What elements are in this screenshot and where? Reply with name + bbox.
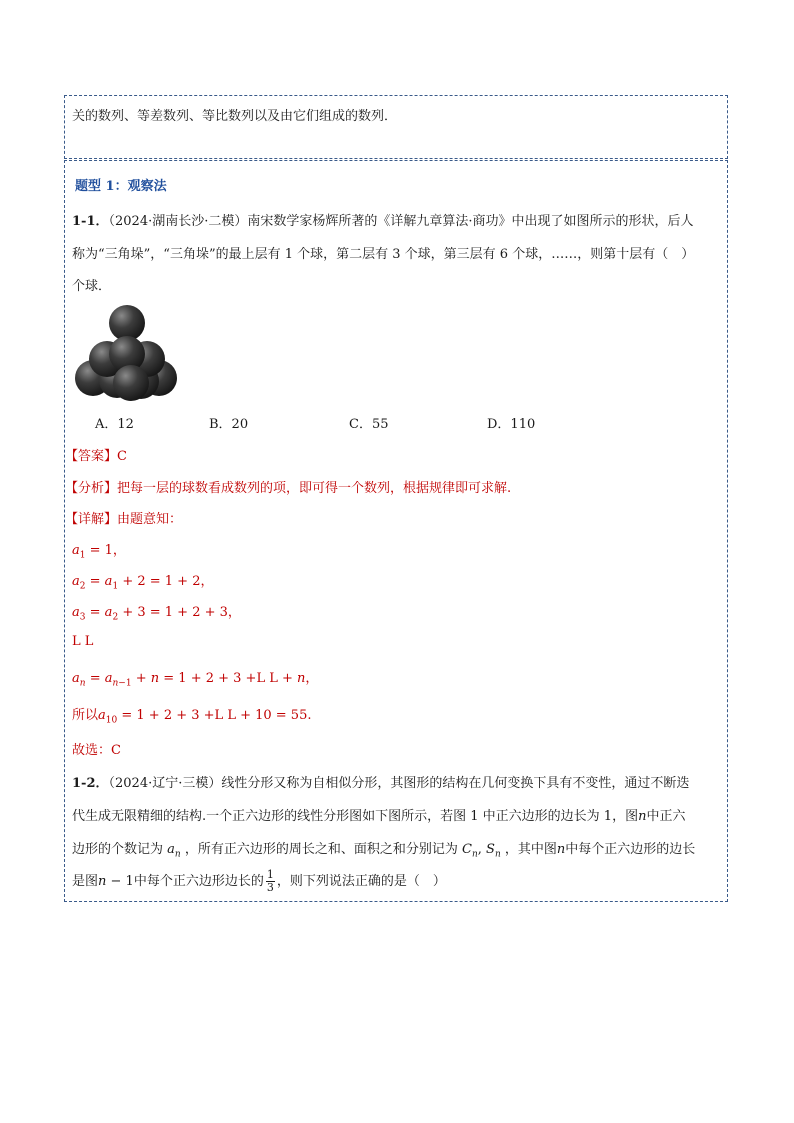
q2-number: 1-2． xyxy=(72,776,109,791)
q1-option-a: A．12 xyxy=(95,417,134,432)
q1-detail xyxy=(65,508,182,527)
q2-line1 xyxy=(72,772,689,791)
q1-choose: 故选：C xyxy=(72,743,121,758)
eq-a1: $a_1 = 1$， xyxy=(72,543,126,561)
q2-text1: 线性分形又称为自相似分形，其图形的结构在几何变换下具有不变性，通过不断迭 xyxy=(221,776,690,791)
analysis-text: 把每一层的球数看成数列的项，即可得一个数列，根据规律即可求解. xyxy=(117,481,512,496)
q1-option-d: D．110 xyxy=(487,417,536,432)
answer-value: C xyxy=(117,449,127,464)
q1-line1 xyxy=(72,210,694,229)
q2-line4: 是图n − 1中每个正六边形边长的 $\frac{1}{3}$ ，则下列说法正确的是（ ） xyxy=(72,868,446,894)
q1-number: 1-1． xyxy=(72,214,109,229)
q1-line3: 个球． xyxy=(72,279,112,294)
question-box xyxy=(64,160,728,902)
section-title: 题型 1：观察法 xyxy=(75,179,167,194)
intro-box xyxy=(64,95,728,159)
detail-tag: 【详解】 xyxy=(65,512,118,527)
q2-source: （2024·辽宁·三模） xyxy=(108,776,222,791)
q1-text1: 南宋数学家杨辉所著的《详解九章算法·商功》中出现了如图所示的形状，后人 xyxy=(247,214,694,229)
analysis-tag: 【分析】 xyxy=(65,481,118,496)
q1-analysis xyxy=(65,477,511,496)
q1-answer xyxy=(65,445,127,464)
eq-ellipsis: L L xyxy=(72,634,94,649)
ball-front xyxy=(113,365,149,401)
q1-line2: 称为“三角垛”，“三角垛”的最上层有 1 个球，第二层有 3 个球，第三层有 6 个球，……，则第十层有（ ） xyxy=(72,247,695,262)
q1-source: （2024·湖南长沙·二模） xyxy=(108,214,248,229)
eq-a2: $a_2 = a_1 + 2 = 1 + 2$， xyxy=(72,574,214,592)
fraction-one-third: $\frac{1}{3}$ xyxy=(266,868,274,894)
eq-a3: $a_3 = a_2 + 3 = 1 + 2 + 3$， xyxy=(72,605,241,623)
intro-text: 关的数列、等差数列、等比数列以及由它们组成的数列． xyxy=(72,109,398,124)
q1-option-c: C．55 xyxy=(349,417,389,432)
q2-line3: 边形的个数记为 $a_n$ ，所有正六边形的周长之和、面积之和分别记为 $C_n$, $S_n$ ，其中图n中每个正六边形的边长 xyxy=(72,842,696,860)
triangle-ball-pile-figure xyxy=(71,301,183,401)
eq-a10: 所以$a_{10} = 1 + 2 + 3 +L$ L + 10 = 55. xyxy=(72,708,312,726)
answer-tag: 【答案】 xyxy=(65,449,118,464)
q2-line2: 代生成无限精细的结构.一个正六边形的线性分形图如下图所示，若图 1 中正六边形的边长为 1，图n中正六 xyxy=(72,809,686,824)
ball-top xyxy=(109,305,145,341)
detail-text: 由题意知： xyxy=(117,512,183,527)
q1-option-b: B．20 xyxy=(209,417,249,432)
eq-an: $a_n = a_{n-1} + n = 1 + 2 + 3 +L$ L + n， xyxy=(72,671,319,689)
